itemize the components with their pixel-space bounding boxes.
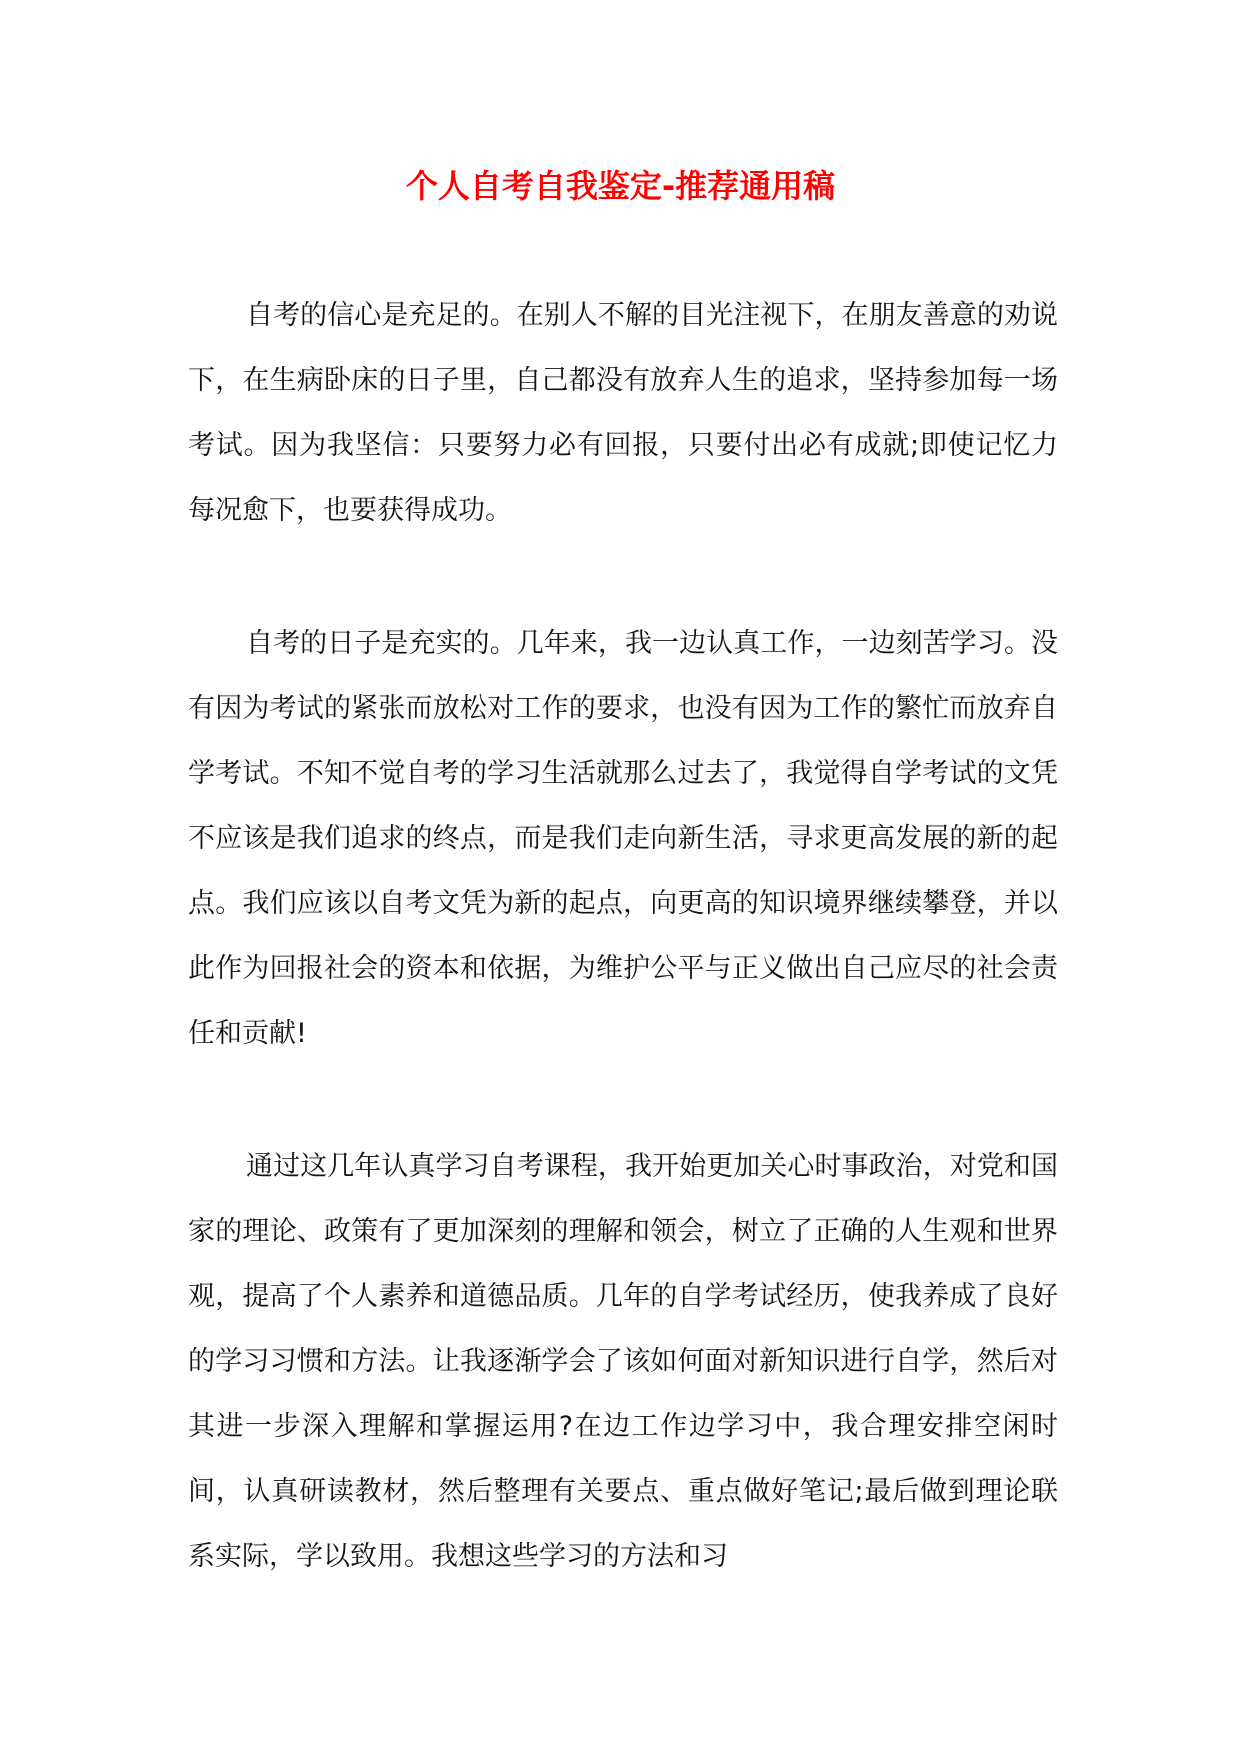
- paragraph-2: 自考的日子是充实的。几年来，我一边认真工作，一边刻苦学习。没有因为考试的紧张而放松对工作的要求，也没有因为工作的繁忙而放弃自学考试。不知不觉自考的学习生活就那么过去了，我觉得自学考试的文凭不应该是我们追求的终点，而是我们走向新生活，寻求更高发展的新的起点。我们应该以自考文凭为新的起点，向更高的知识境界继续攀登，并以此作为回报社会的资本和依据，为维护公平与正义做出自己应尽的社会责任和贡献!: [188, 628, 1058, 1049]
- document-title: 个人自考自我鉴定-推荐通用稿: [405, 167, 836, 205]
- paragraph-1: 自考的信心是充足的。在别人不解的目光注视下，在朋友善意的劝说下，在生病卧床的日子里，自己都没有放弃人生的追求，坚持参加每一场考试。因为我坚信：只要努力必有回报，只要付出必有成就;即使记忆力每况愈下，也要获得成功。: [188, 300, 1058, 526]
- paragraph-3: 通过这几年认真学习自考课程，我开始更加关心时事政治，对党和国家的理论、政策有了更加深刻的理解和领会，树立了正确的人生观和世界观，提高了个人素养和道德品质。几年的自学考试经历，使我养成了良好的学习习惯和方法。让我逐渐学会了该如何面对新知识进行自学，然后对其进一步深入理解和掌握运用?在边工作边学习中，我合理安排空闲时间，认真研读教材，然后整理有关要点、重点做好笔记;最后做到理论联系实际，学以致用。我想这些学习的方法和习: [188, 1151, 1058, 1572]
